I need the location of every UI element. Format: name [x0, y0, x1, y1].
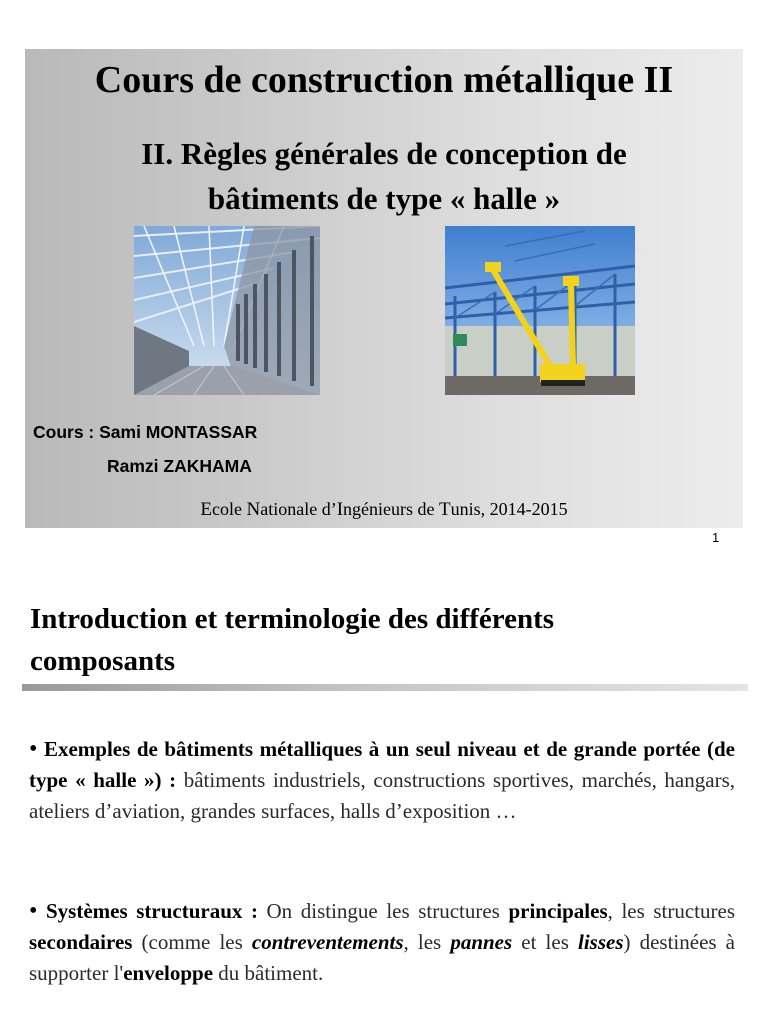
text-fragment: ) destinées à supporter l': [29, 930, 735, 985]
subtitle-line-1: II. Règles générales de conception de: [141, 136, 627, 171]
examples-text: bâtiments industriels, constructions sportives, marchés, hangars, ateliers d’aviation, grandes surfaces, halls d’exposition …: [29, 768, 735, 823]
term-enveloppe: enveloppe: [123, 961, 214, 985]
course-author-1: Cours : Sami MONTASSAR: [33, 422, 258, 442]
bullet-icon: •: [29, 898, 38, 924]
section-heading-line-1: Introduction et terminologie des différents: [30, 603, 555, 635]
text-fragment: (comme les: [132, 930, 252, 954]
title-slide: [25, 49, 743, 528]
page-number: 1: [712, 530, 720, 545]
structural-lead: Systèmes structuraux :: [45, 899, 258, 923]
school-text-ngenieurs: ngénieurs de: [343, 499, 439, 519]
course-author-2: Ramzi ZAKHAMA: [107, 456, 252, 476]
term-secondaires: secondaires: [29, 930, 133, 954]
school-text-ationale: ationale d’: [260, 499, 337, 519]
term-principales: principales: [508, 899, 608, 923]
school-text-cole: cole: [212, 499, 247, 519]
section-heading: [30, 598, 730, 682]
slide-title: Cours de construction métallique II: [94, 59, 674, 101]
text-fragment: On distingue les structures: [257, 899, 509, 923]
steel-hall-interior-photo: [134, 226, 320, 395]
school-initial-n: N: [246, 499, 261, 520]
steel-frame-crane-photo: [445, 226, 635, 395]
text-fragment: , les structures: [607, 899, 735, 923]
text-fragment: du bâtiment.: [213, 961, 324, 985]
term-pannes: pannes: [450, 930, 513, 954]
school-text-unis: unis, 2014-2015: [450, 499, 568, 519]
school-initial-t: T: [438, 499, 451, 520]
subtitle-line-2: bâtiments de type « halle »: [207, 181, 561, 216]
term-lisses: lisses: [577, 930, 624, 954]
school-initial-i: I: [336, 499, 344, 520]
structural-systems-paragraph: [29, 896, 735, 989]
examples-lead: Exemples de bâtiments métalliques à un seul niveau et de grande portée (de type « halle ») :: [29, 737, 735, 792]
slide-subtitle: [25, 131, 743, 221]
heading-divider: [22, 684, 748, 691]
bullet-icon: •: [29, 736, 38, 762]
examples-paragraph: [29, 734, 735, 827]
term-contreventements: contreventements: [251, 930, 404, 954]
text-fragment: et les: [512, 930, 578, 954]
text-fragment: , les: [403, 930, 451, 954]
school-line: [25, 497, 743, 522]
school-initial-e: E: [200, 499, 212, 520]
section-heading-line-2: composants: [30, 645, 176, 677]
